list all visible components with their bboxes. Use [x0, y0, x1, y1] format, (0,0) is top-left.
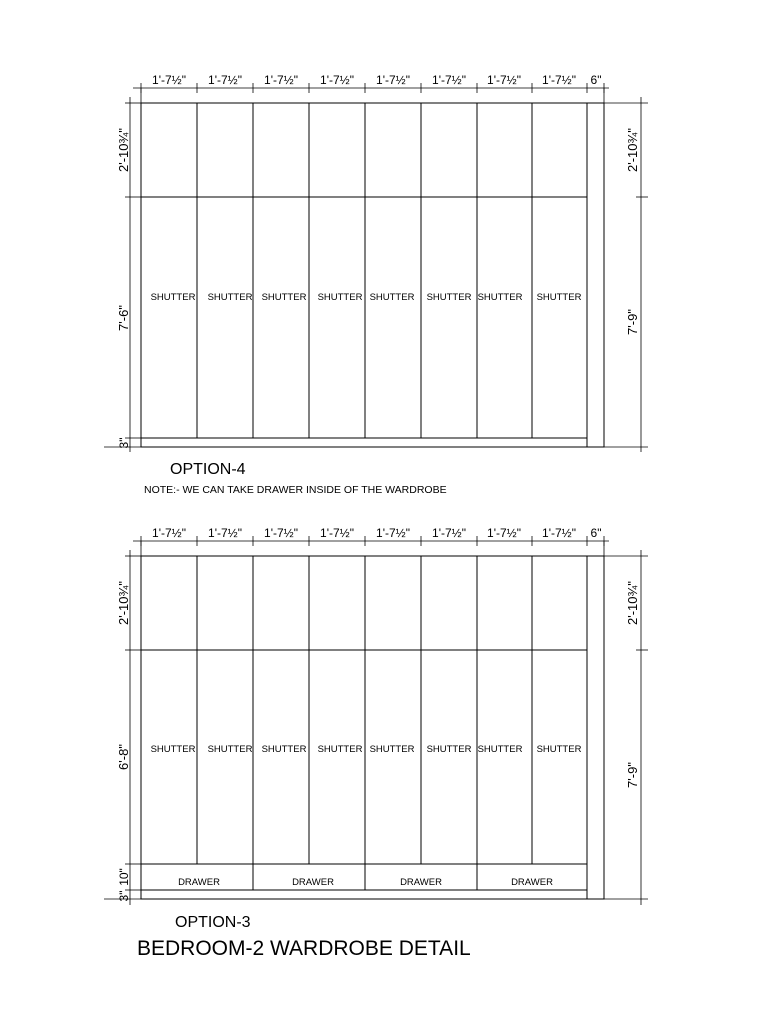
top-dim-8: 1'-7½" [542, 73, 576, 87]
left-dim-top-3: 2'-10¾" [116, 581, 131, 625]
shutter-label: SHUTTER [426, 744, 472, 755]
top-dim-4: 1'-7½" [320, 73, 354, 87]
left-dim-base-3: 3" [117, 890, 131, 902]
top-dim-1: 1'-7½" [152, 73, 186, 87]
top-dim-4: 1'-7½" [320, 526, 354, 540]
shutter-label: SHUTTER [369, 744, 415, 755]
top-dim-3: 1'-7½" [264, 526, 298, 540]
drawer-label: DRAWER [292, 877, 334, 888]
shutter-label: SHUTTER [369, 292, 415, 303]
right-dim-bottom-3: 7'-9" [625, 762, 640, 788]
option-3-label: OPTION-3 [175, 914, 251, 931]
shutter-label: SHUTTER [261, 744, 307, 755]
option-4-note: NOTE:- WE CAN TAKE DRAWER INSIDE OF THE WARDROBE [144, 484, 447, 496]
shutter-label: SHUTTER [261, 292, 307, 303]
shutter-label: SHUTTER [207, 292, 253, 303]
right-dim-bottom-4: 7'-9" [625, 309, 640, 335]
option-4-elevation [104, 73, 648, 496]
right-dim-top-3: 2'-10¾" [625, 581, 640, 625]
top-dim-7: 1'-7½" [487, 73, 521, 87]
wardrobe-frame-3 [141, 556, 604, 899]
top-dim-texts-4 [152, 73, 601, 87]
left-dim-base-4: 3" [117, 437, 131, 449]
top-dim-8: 1'-7½" [542, 526, 576, 540]
option-3-elevation [104, 526, 648, 931]
shutter-label: SHUTTER [477, 744, 523, 755]
top-dim-6: 1'-7½" [432, 73, 466, 87]
shutter-label: SHUTTER [317, 292, 363, 303]
drawer-label: DRAWER [511, 877, 553, 888]
shutter-label: SHUTTER [207, 744, 253, 755]
drawer-label: DRAWER [400, 877, 442, 888]
top-dim-9: 6" [590, 526, 602, 540]
top-dim-5: 1'-7½" [376, 73, 410, 87]
shutter-label: SHUTTER [317, 744, 363, 755]
top-dim-9: 6" [590, 73, 602, 87]
left-dim-drawer-3: 10" [117, 868, 131, 886]
wardrobe-frame-4 [141, 103, 604, 447]
drawing-title: BEDROOM-2 WARDROBE DETAIL [137, 937, 471, 960]
drawer-label: DRAWER [178, 877, 220, 888]
top-dim-3: 1'-7½" [264, 73, 298, 87]
right-dim-top-4: 2'-10¾" [625, 128, 640, 172]
option-4-label: OPTION-4 [170, 461, 246, 478]
top-dim-5: 1'-7½" [376, 526, 410, 540]
shutter-label: SHUTTER [426, 292, 472, 303]
top-dim-7: 1'-7½" [487, 526, 521, 540]
shutter-label: SHUTTER [536, 744, 582, 755]
top-dim-1: 1'-7½" [152, 526, 186, 540]
top-dim-6: 1'-7½" [432, 526, 466, 540]
shutter-label: SHUTTER [536, 292, 582, 303]
shutter-label: SHUTTER [150, 744, 196, 755]
left-dim-mid-3: 6'-8" [116, 744, 131, 770]
shutter-label: SHUTTER [150, 292, 196, 303]
shutter-label: SHUTTER [477, 292, 523, 303]
left-dim-top-4: 2'-10¾" [116, 128, 131, 172]
left-dim-mid-4: 7'-6" [116, 305, 131, 331]
top-dim-2: 1'-7½" [208, 73, 242, 87]
top-dim-2: 1'-7½" [208, 526, 242, 540]
